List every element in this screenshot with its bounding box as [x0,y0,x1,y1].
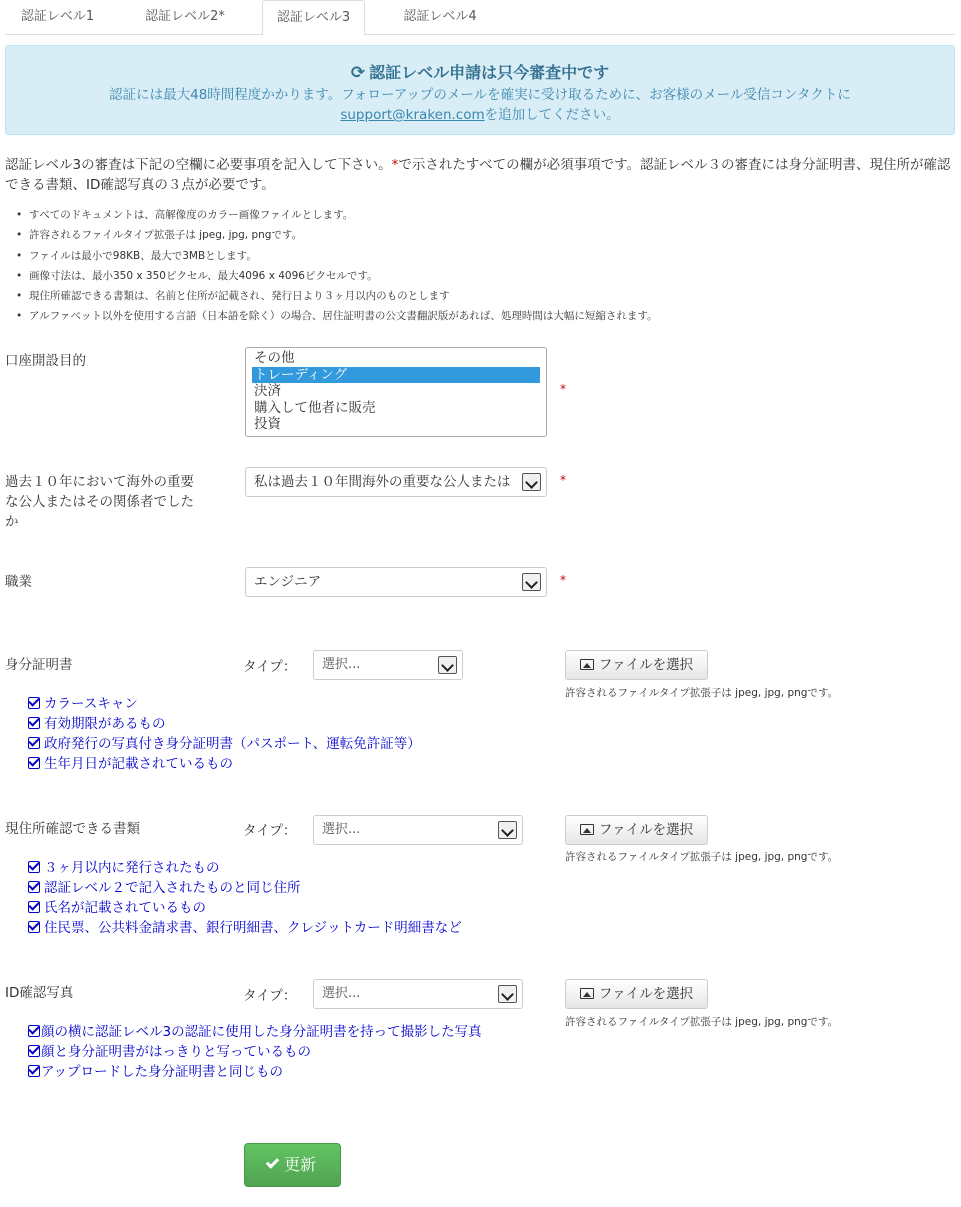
address-doc-type-select[interactable]: 選択... [313,815,523,845]
tab-level-1[interactable]: 認証レベル1 [20,9,95,24]
checkbox-icon [28,881,40,893]
checkbox-icon [28,1025,40,1037]
purpose-option[interactable]: 購入して他者に販売 [254,399,376,416]
image-icon [580,824,594,835]
list-item: • すべてのドキュメントは、高解像度のカラー画像ファイルとします。 [15,207,955,227]
checkbox-icon [28,757,40,769]
checkbox-icon [28,1045,40,1057]
check-icon [266,1155,279,1168]
checkbox-icon [28,901,40,913]
refresh-icon: ⟳ [350,63,366,83]
checkbox-icon [28,1065,40,1077]
chevron-down-icon [498,821,517,839]
id-photo-file-button[interactable]: ファイルを選択 [565,979,708,1009]
list-item: 認証レベル２で記入されたものと同じ住所 [28,878,462,898]
chevron-down-icon [438,656,457,674]
chevron-down-icon [498,985,517,1003]
chevron-down-icon [522,573,541,591]
purpose-option[interactable]: その他 [254,350,295,366]
address-doc-checklist [28,858,462,938]
id-photo-type-label: タイプ： [243,988,297,1004]
tab-level-2[interactable]: 認証レベル2* [145,9,225,24]
list-item: 顔と身分証明書がはっきりと写っているもの [28,1042,482,1062]
file-type-hint: 許容されるファイルタイプ拡張子は jpeg, jpg, pngです。 [565,1016,839,1028]
occupation-label: 職業 [5,574,32,590]
list-item: 顔の横に認証レベル3の認証に使用した身分証明書を持って撮影した写真 [28,1022,482,1042]
requirements-list [15,207,955,329]
address-doc-label: 現住所確認できる書類 [5,821,140,837]
list-item: 氏名が記載されているもの [28,898,462,918]
list-item: • 画像寸法は、最小350 x 350ピクセル、最大4096 x 4096ピクセルです。 [15,268,955,288]
list-item: • 許容されるファイルタイプ拡張子は jpeg, jpg, pngです。 [15,227,955,247]
list-item: 生年月日が記載されているもの [28,754,421,774]
alert-message: 認証には最大48時間程度かかります。フォローアップのメールを確実に受け取るために、お客様のメール受信コンタクトに [109,87,851,103]
image-icon [580,988,594,999]
required-star: * [560,573,566,587]
required-star: * [391,157,399,173]
file-type-hint: 許容されるファイルタイプ拡張子は jpeg, jpg, pngです。 [565,687,839,699]
id-photo-label: ID確認写真 [5,985,74,1001]
list-item: • アルファベット以外を使用する言語（日本語を除く）の場合、居住証明書の公文書翻訳版があれば、処理時間は大幅に短縮されます。 [15,308,955,328]
required-star: * [560,473,566,487]
list-item: 住民票、公共料金請求書、銀行明細書、クレジットカード明細書など [28,918,462,938]
purpose-option[interactable]: 投資 [254,416,281,432]
list-item: ３ヶ月以内に発行されたもの [28,858,462,878]
tab-level-3[interactable]: 認証レベル3 [262,0,365,36]
chevron-down-icon [522,473,541,491]
pep-select[interactable]: 私は過去１０年間海外の重要な公人または [245,467,547,497]
checkbox-icon [28,717,40,729]
file-type-hint: 許容されるファイルタイプ拡張子は jpeg, jpg, pngです。 [565,851,839,863]
id-doc-file-button[interactable]: ファイルを選択 [565,650,708,680]
list-item: 政府発行の写真付き身分証明書（パスポート、運転免許証等） [28,734,421,754]
list-item: カラースキャン [28,694,421,714]
id-doc-label: 身分証明書 [5,657,73,673]
support-email-link[interactable]: support@kraken.com [340,107,485,123]
alert-title: ⟳ 認証レベル申請は只今審査中です [350,63,610,83]
list-item: 有効期限があるもの [28,714,421,734]
alert-message-2: support@kraken.comを追加してください。 [340,107,620,123]
address-doc-file-button[interactable]: ファイルを選択 [565,815,708,845]
list-item: • 現住所確認できる書類は、名前と住所が記載され、発行日より３ヶ月以内のものとします [15,288,955,308]
required-star: * [560,382,566,396]
list-item: アップロードした身分証明書と同じもの [28,1062,482,1082]
purpose-option-selected[interactable]: トレーディング [252,367,540,384]
checkbox-icon [28,697,40,709]
id-doc-type-label: タイプ： [243,659,297,675]
checkbox-icon [28,737,40,749]
purpose-option[interactable]: 決済 [254,383,281,399]
purpose-label: 口座開設目的 [5,353,86,369]
tab-level-4[interactable]: 認証レベル4 [403,9,477,24]
checkbox-icon [28,861,40,873]
id-photo-checklist [28,1022,482,1082]
checkbox-icon [28,921,40,933]
purpose-listbox[interactable] [245,347,547,437]
review-status-alert [5,45,955,135]
update-button[interactable]: 更新 [244,1143,341,1187]
pep-label: 過去１０年において海外の重要 な公人またはその関係者でした か [5,474,194,530]
image-icon [580,659,594,670]
verification-tabs [5,0,955,35]
occupation-select[interactable]: エンジニア [245,567,547,597]
list-item: • ファイルは最小で98KB、最大で3MBとします。 [15,248,955,268]
address-doc-type-label: タイプ： [243,823,297,839]
id-doc-checklist [28,694,421,774]
intro-text: 認証レベル3の審査は下記の空欄に必要事項を記入して下さい。*で示されたすべての欄が必須事項です。認証レベル３の審査には身分証明書、現住所が確認できる書類、ID確認写真の３点が必要です。 [5,157,951,193]
id-photo-type-select[interactable]: 選択... [313,979,523,1009]
id-doc-type-select[interactable]: 選択... [313,650,463,680]
